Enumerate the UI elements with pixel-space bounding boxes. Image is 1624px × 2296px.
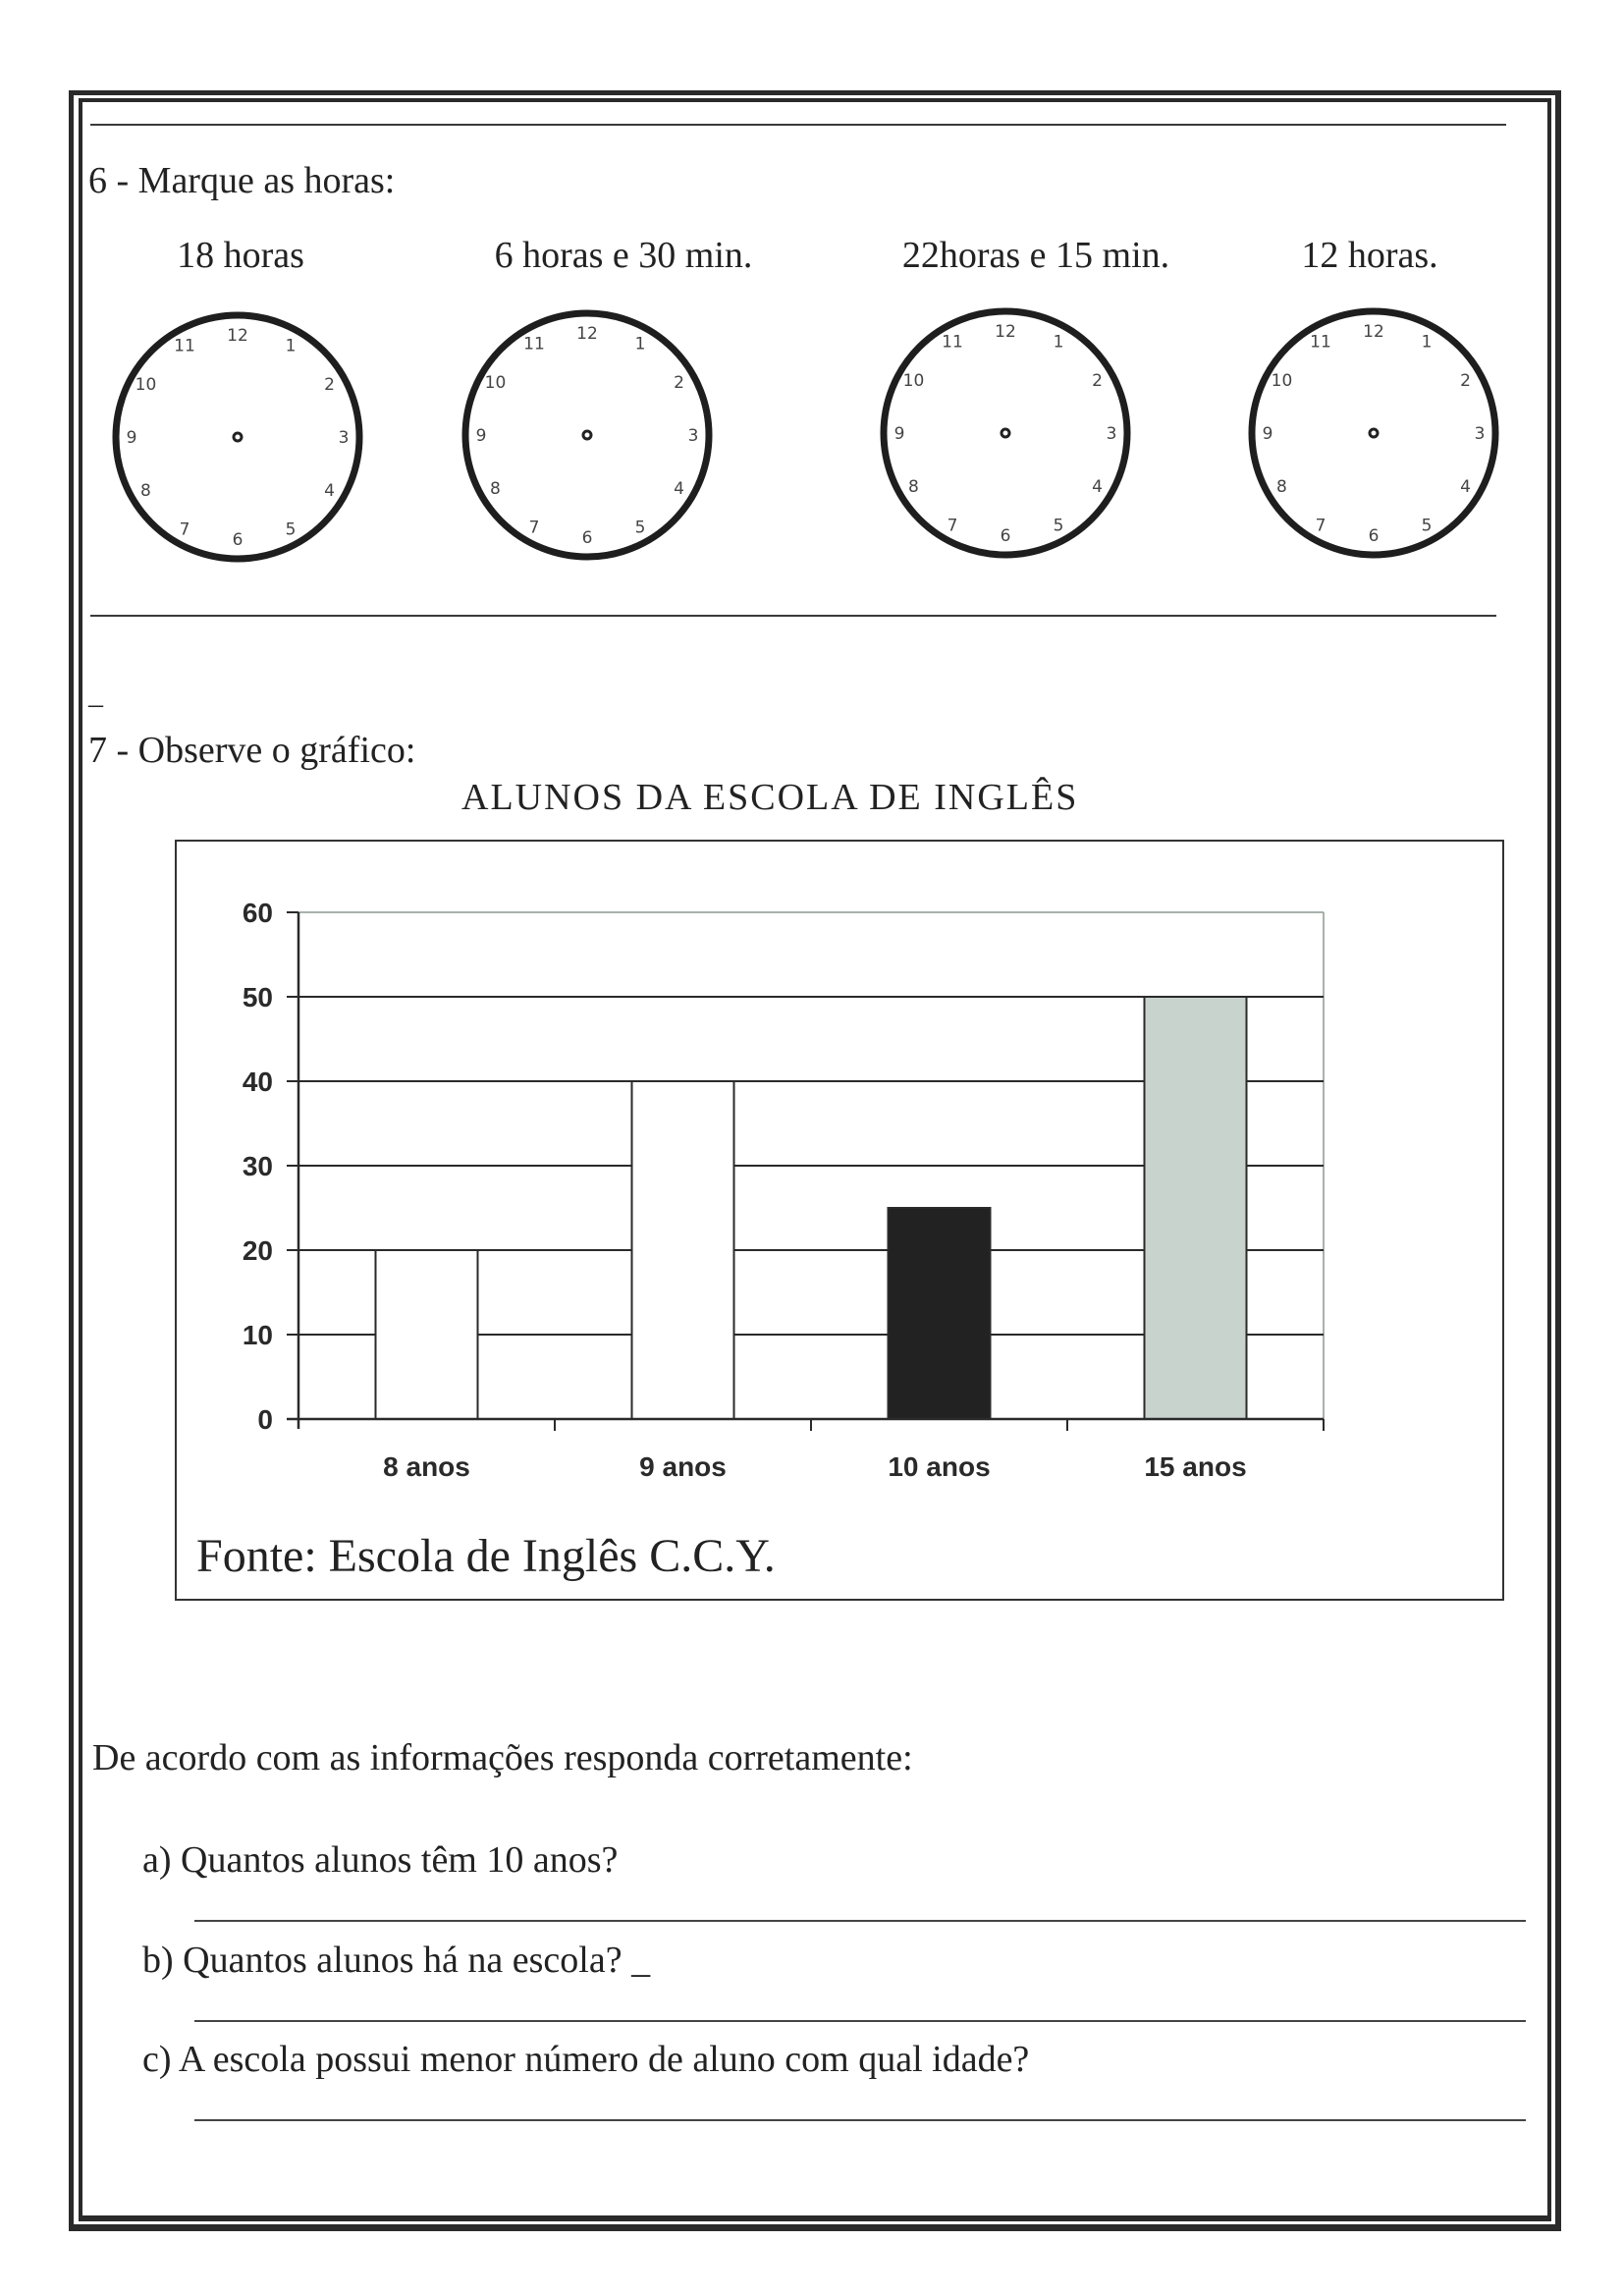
y-tick-label-30: 30 xyxy=(242,1151,273,1181)
clock-center-dot xyxy=(234,433,242,441)
clock-number-5: 5 xyxy=(1421,516,1433,536)
bar-9-anos xyxy=(632,1081,734,1419)
clock-face-2[interactable] xyxy=(455,302,720,568)
x-tick-label-10-anos: 10 anos xyxy=(888,1451,991,1482)
bar-chart xyxy=(177,842,1502,1599)
bar-8-anos xyxy=(376,1250,478,1419)
question-c: c) A escola possui menor número de aluno com qual idade? xyxy=(142,2039,1030,2080)
clock-number-2: 2 xyxy=(674,373,684,393)
clock-number-11: 11 xyxy=(174,336,195,356)
clock-number-2: 2 xyxy=(1092,371,1103,391)
clock-number-7: 7 xyxy=(528,518,540,538)
clock-center-dot xyxy=(1370,429,1378,437)
section-divider xyxy=(90,615,1496,617)
clock-number-8: 8 xyxy=(140,481,151,501)
clock-face-4[interactable] xyxy=(1241,301,1506,566)
clock-number-9: 9 xyxy=(475,426,487,446)
clock-number-4: 4 xyxy=(1092,477,1103,497)
y-tick-label-0: 0 xyxy=(257,1404,273,1435)
answer-line-c[interactable] xyxy=(194,2119,1526,2121)
y-tick-label-60: 60 xyxy=(242,898,273,928)
clock-number-12: 12 xyxy=(995,322,1016,342)
answer-line-a[interactable] xyxy=(194,1920,1526,1922)
clock-number-11: 11 xyxy=(523,334,545,355)
clock-number-9: 9 xyxy=(1262,424,1273,444)
clock-number-4: 4 xyxy=(674,479,684,499)
y-tick-label-40: 40 xyxy=(242,1066,273,1097)
chart-source: Fonte: Escola de Inglês C.C.Y. xyxy=(196,1530,776,1582)
clock-number-3: 3 xyxy=(338,428,350,448)
x-tick-label-9-anos: 9 anos xyxy=(639,1451,727,1482)
question-7-title: 7 - Observe o gráfico: xyxy=(88,730,416,771)
question-b: b) Quantos alunos há na escola? _ xyxy=(142,1940,651,1981)
clock-label-1: 18 horas xyxy=(177,235,304,276)
clock-number-1: 1 xyxy=(1421,332,1433,353)
clock-face-1[interactable] xyxy=(105,304,370,570)
clock-number-1: 1 xyxy=(634,334,646,355)
x-tick-label-15-anos: 15 anos xyxy=(1144,1451,1247,1482)
clock-number-6: 6 xyxy=(1000,526,1011,546)
chart-container xyxy=(175,840,1504,1601)
clock-number-11: 11 xyxy=(1310,332,1331,353)
clock-label-3: 22horas e 15 min. xyxy=(901,235,1170,276)
clock-number-8: 8 xyxy=(1276,477,1287,497)
clock-face-3[interactable] xyxy=(873,301,1138,566)
clock-number-3: 3 xyxy=(687,426,699,446)
answer-line-b[interactable] xyxy=(194,2020,1526,2022)
clock-number-10: 10 xyxy=(902,371,925,391)
questions-intro: De acordo com as informações responda corretamente: xyxy=(92,1737,913,1778)
clock-number-7: 7 xyxy=(179,519,190,540)
clock-number-5: 5 xyxy=(1053,516,1064,536)
clock-number-9: 9 xyxy=(126,428,137,448)
clock-number-8: 8 xyxy=(908,477,919,497)
chart-title: ALUNOS DA ESCOLA DE INGLÊS xyxy=(461,777,1079,818)
bar-10-anos xyxy=(889,1208,991,1419)
clock-center-dot xyxy=(583,431,591,439)
clock-label-2: 6 horas e 30 min. xyxy=(494,235,753,276)
clock-number-3: 3 xyxy=(1106,424,1117,444)
clock-number-3: 3 xyxy=(1474,424,1486,444)
clock-number-10: 10 xyxy=(484,373,507,393)
clock-number-6: 6 xyxy=(1368,526,1380,546)
clock-number-6: 6 xyxy=(581,528,593,548)
question-a: a) Quantos alunos têm 10 anos? xyxy=(142,1839,619,1881)
clock-number-5: 5 xyxy=(285,519,297,540)
clock-center-dot xyxy=(1001,429,1009,437)
y-tick-label-50: 50 xyxy=(242,982,273,1012)
question-6-title: 6 - Marque as horas: xyxy=(88,160,396,201)
clock-number-11: 11 xyxy=(942,332,963,353)
clock-number-10: 10 xyxy=(135,375,157,395)
clock-number-2: 2 xyxy=(1460,371,1471,391)
question-7-mark: _ xyxy=(88,678,103,710)
clock-number-5: 5 xyxy=(634,518,646,538)
x-tick-label-8-anos: 8 anos xyxy=(383,1451,470,1482)
clock-number-1: 1 xyxy=(1053,332,1064,353)
clock-number-10: 10 xyxy=(1271,371,1293,391)
clock-number-7: 7 xyxy=(947,516,958,536)
clock-number-1: 1 xyxy=(285,336,297,356)
clock-number-8: 8 xyxy=(490,479,501,499)
clock-number-12: 12 xyxy=(576,324,598,344)
clock-number-4: 4 xyxy=(1460,477,1471,497)
clock-number-2: 2 xyxy=(324,375,335,395)
y-tick-label-10: 10 xyxy=(242,1320,273,1350)
clock-number-4: 4 xyxy=(324,481,335,501)
clock-label-4: 12 horas. xyxy=(1301,235,1438,276)
top-divider xyxy=(90,124,1506,126)
bar-15-anos xyxy=(1145,997,1247,1419)
clock-number-6: 6 xyxy=(232,530,244,550)
clock-number-12: 12 xyxy=(1363,322,1384,342)
clock-number-12: 12 xyxy=(227,326,248,346)
clock-number-7: 7 xyxy=(1315,516,1326,536)
y-tick-label-20: 20 xyxy=(242,1235,273,1266)
clock-number-9: 9 xyxy=(893,424,905,444)
